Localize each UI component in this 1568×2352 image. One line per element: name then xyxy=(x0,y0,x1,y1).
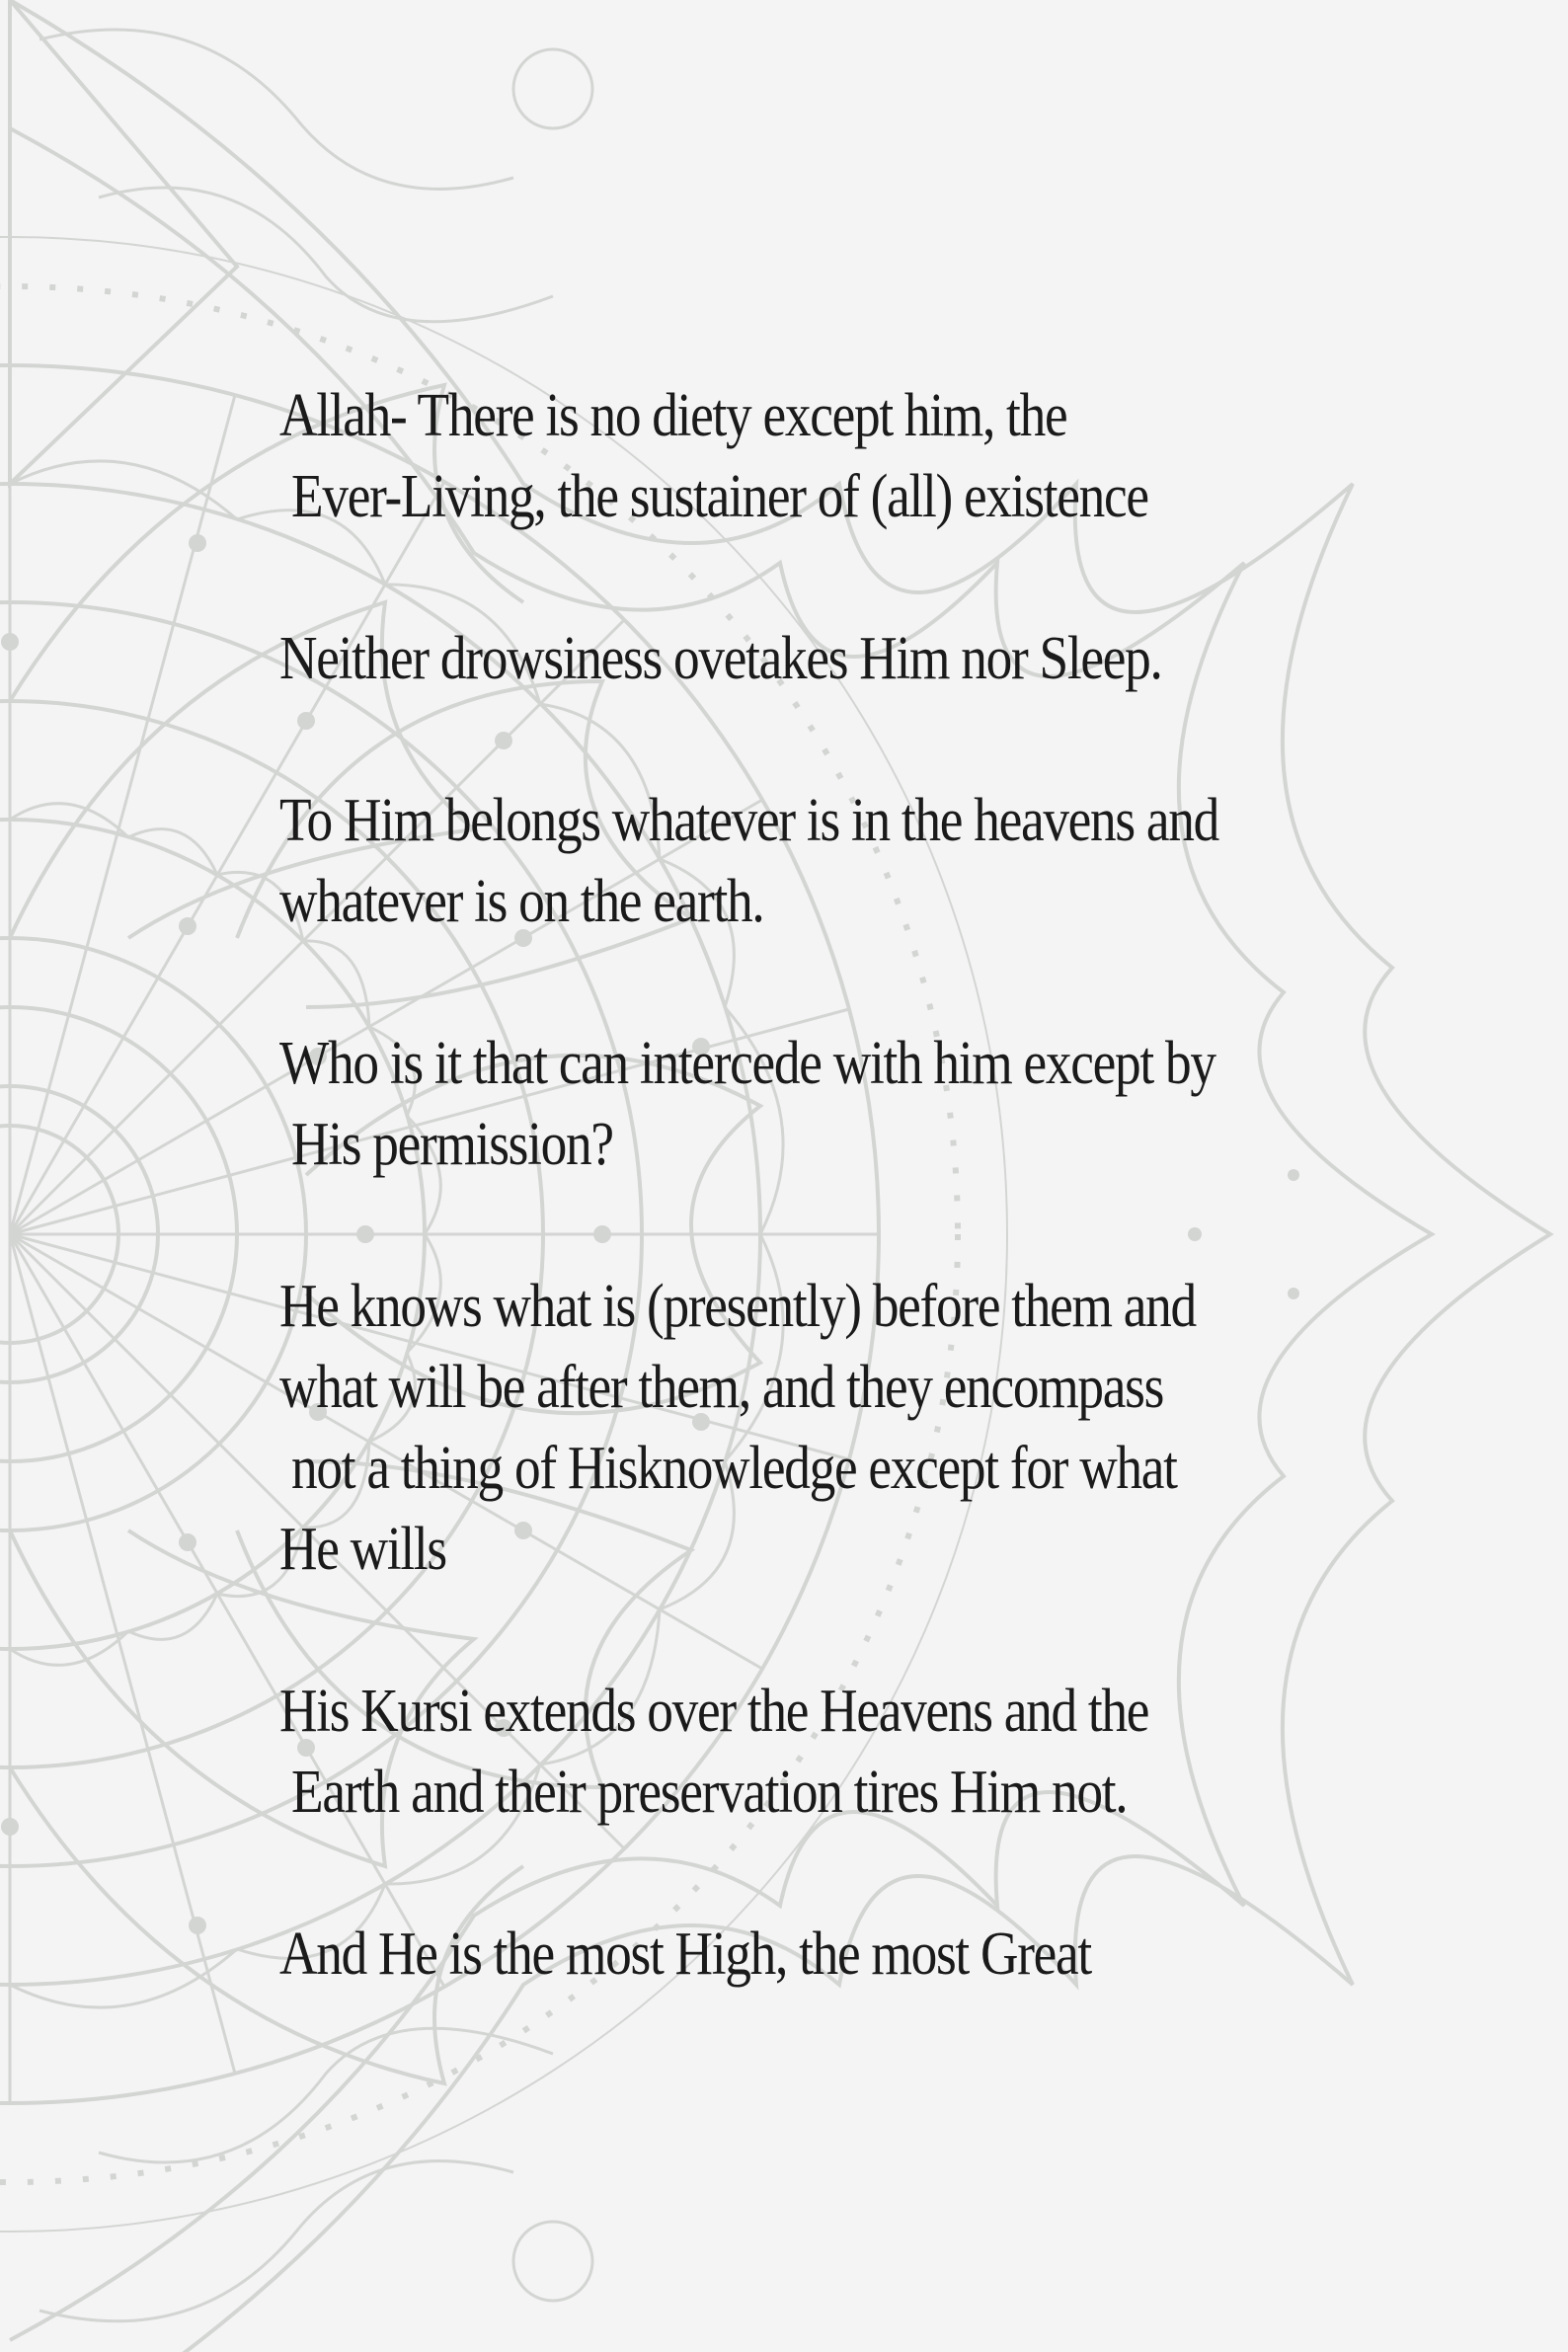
verse-line: Allah- There is no diety except him, the xyxy=(279,382,1067,449)
verse-line: And He is the most High, the most Great xyxy=(279,1921,1091,1988)
verse-line: He wills xyxy=(279,1516,446,1583)
verse-line: Earth and their preservation tires Him not. xyxy=(279,1759,1128,1826)
verse-line: His Kursi extends over the Heavens and the xyxy=(279,1678,1149,1745)
stanza xyxy=(279,780,1256,942)
verse-line: His permission? xyxy=(279,1111,613,1178)
stanza xyxy=(279,375,1256,537)
verse-line: not a thing of Hisknowledge except for what xyxy=(279,1435,1177,1502)
verse-text xyxy=(279,375,1256,2076)
verse-line: Who is it that can intercede with him except by xyxy=(279,1030,1215,1097)
stanza xyxy=(279,1914,1256,1995)
stanza xyxy=(279,1671,1256,1833)
verse-line: Ever-Living, the sustainer of (all) existence xyxy=(279,463,1148,530)
verse-line: Neither drowsiness ovetakes Him nor Sleep. xyxy=(279,625,1162,692)
verse-line: whatever is on the earth. xyxy=(279,868,764,935)
verse-line: what will be after them, and they encompass xyxy=(279,1354,1164,1421)
stanza xyxy=(279,1023,1256,1185)
stanza xyxy=(279,618,1256,699)
stanza xyxy=(279,1266,1256,1590)
verse-line: To Him belongs whatever is in the heavens and xyxy=(279,787,1219,854)
verse-line: He knows what is (presently) before them and xyxy=(279,1273,1196,1340)
